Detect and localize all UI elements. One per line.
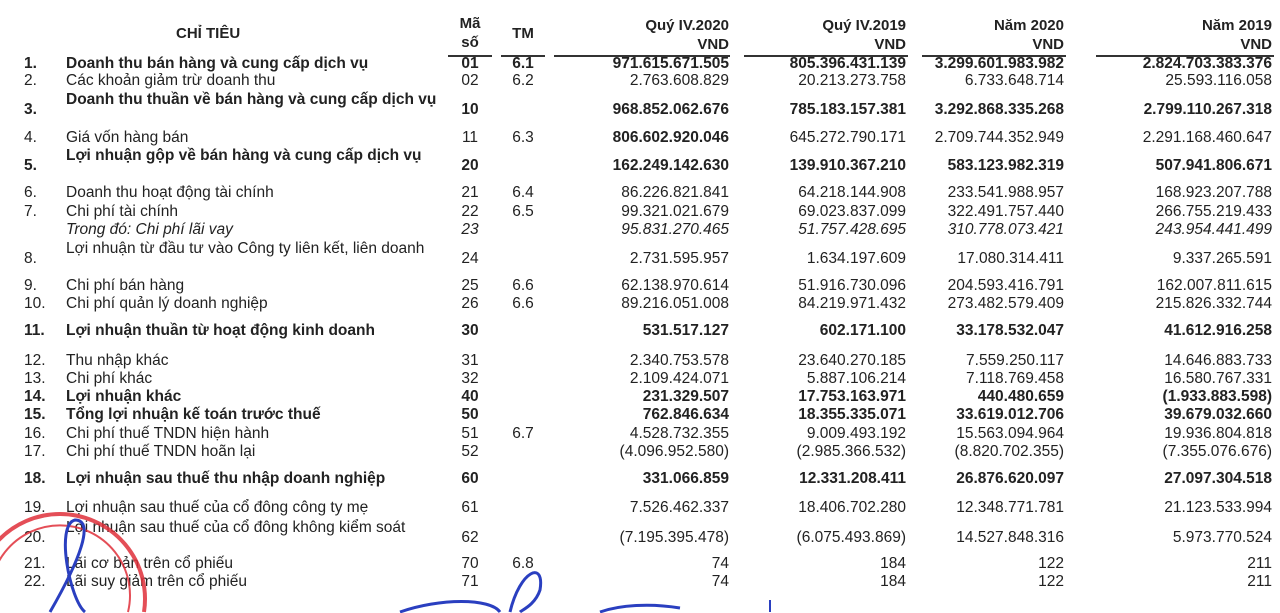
table-row [0,443,1280,460]
row-code: 24 [461,250,479,267]
value-2019: 16.580.767.331 [1164,370,1272,387]
value-q4-2020: 2.763.608.829 [629,72,729,89]
row-label: Giá vốn hàng bán [66,129,189,146]
row-label: Trong đó: Chi phí lãi vay [66,221,233,238]
value-2019: 243.954.441.499 [1155,221,1272,238]
table-row [0,184,1280,201]
table-row [0,499,1280,516]
table-row [0,203,1280,220]
value-2019: 25.593.116.058 [1165,72,1272,89]
row-code: 30 [461,322,479,339]
row-code: 31 [461,352,479,369]
value-2019: (7.355.076.676) [1162,443,1272,460]
row-code: 01 [461,55,479,72]
value-2019: 5.973.770.524 [1172,529,1272,546]
value-2019: 266.755.219.433 [1155,203,1272,220]
row-label: Các khoản giảm trừ doanh thu [66,72,276,89]
header-tm: TM [512,25,534,42]
table-row [0,352,1280,369]
row-code: 02 [461,72,479,89]
value-2020: 33.619.012.706 [956,406,1064,423]
row-number: 6. [24,184,37,201]
value-2019: 39.679.032.660 [1164,406,1272,423]
table-row [0,295,1280,312]
value-2020: 273.482.579.409 [947,295,1064,312]
row-code: 21 [461,184,479,201]
row-label: Chi phí quản lý doanh nghiệp [66,295,268,312]
row-code: 60 [461,470,479,487]
value-2019: 2.291.168.460.647 [1142,129,1272,146]
value-2019: 162.007.811.615 [1156,277,1272,294]
value-q4-2020: 231.329.507 [642,388,729,405]
row-label: Doanh thu hoạt động tài chính [66,184,274,201]
row-code: 51 [461,425,479,442]
row-number: 8. [24,250,37,267]
col-period: Năm 2019 [1201,17,1272,34]
row-number: 18. [24,470,46,487]
row-number: 7. [24,203,37,220]
value-q4-2020: 4.528.732.355 [629,425,729,442]
row-number: 3. [24,101,37,118]
row-note: 6.3 [512,129,534,146]
value-q4-2020: 971.615.671.505 [612,55,729,72]
table-row [0,72,1280,89]
value-q4-2020: 74 [711,555,729,572]
value-q4-2020: (7.195.395.478) [619,529,729,546]
value-2019: 507.941.806.671 [1155,157,1272,174]
value-2020: 12.348.771.781 [956,499,1064,516]
value-2020: (8.820.702.355) [954,443,1064,460]
row-number: 5. [24,157,37,174]
row-label: Chi phí tài chính [66,203,179,220]
row-label: Tổng lợi nhuận kế toán trước thuế [66,406,321,423]
row-code: 25 [461,277,479,294]
row-label: Doanh thu thuần về bán hàng và cung cấp dịch vụ [66,91,437,108]
value-2020: 7.559.250.117 [966,352,1064,369]
row-code: 71 [461,573,479,590]
value-2020: 15.563.094.964 [956,425,1064,442]
row-number: 17. [24,443,46,460]
value-2020: 440.480.659 [977,388,1064,405]
row-label: Chi phí khác [66,370,153,387]
header-col-2019 [1102,16,1272,54]
table-row [0,129,1280,146]
value-q4-2019: 1.634.197.609 [806,250,906,267]
value-2019: 14.646.883.733 [1164,352,1272,369]
value-q4-2019: (6.075.493.869) [796,529,906,546]
row-code: 10 [461,101,479,118]
value-2019: 2.824.703.383.376 [1142,55,1272,72]
header-col-q4-2019 [736,16,906,54]
value-q4-2019: 785.183.157.381 [789,101,906,118]
row-number: 9. [24,277,37,294]
col-period: Quý IV.2020 [645,17,729,34]
value-2019: 41.612.916.258 [1164,322,1272,339]
row-label: Lãi suy giảm trên cổ phiếu [66,573,247,590]
row-label: Chi phí bán hàng [66,277,185,294]
value-q4-2020: 95.831.270.465 [621,221,729,238]
value-2020: 233.541.988.957 [947,184,1064,201]
value-2020: 14.527.848.316 [956,529,1064,546]
value-q4-2019: 69.023.837.099 [798,203,906,220]
col-unit: VND [1032,36,1064,53]
row-note: 6.5 [512,203,534,220]
value-2019: 21.123.533.994 [1164,499,1272,516]
row-code: 62 [461,529,479,546]
value-2019: 19.936.804.818 [1164,425,1272,442]
table-row [0,388,1280,405]
row-label: Thu nhập khác [66,352,169,369]
row-note: 6.6 [512,277,534,294]
row-number: 14. [24,388,46,405]
value-2020: 322.491.757.440 [947,203,1064,220]
table-row [0,555,1280,572]
value-q4-2019: 64.218.144.908 [798,184,906,201]
value-2020: 122 [1038,573,1064,590]
value-2020: 2.709.744.352.949 [934,129,1064,146]
value-2019: 168.923.207.788 [1155,184,1272,201]
row-number: 13. [24,370,46,387]
value-2020: 26.876.620.097 [956,470,1064,487]
table-row [0,519,1280,555]
row-label: Lợi nhuận sau thuế của cổ đông không kiểm soát [66,519,406,536]
table-row [0,406,1280,423]
value-q4-2020: 89.216.051.008 [621,295,729,312]
row-label: Lợi nhuận khác [66,388,182,405]
table-row [0,277,1280,294]
value-q4-2019: 602.171.100 [819,322,906,339]
value-2019: 2.799.110.267.318 [1143,101,1272,118]
value-2020: 17.080.314.411 [957,250,1064,267]
value-q4-2019: (2.985.366.532) [796,443,906,460]
row-label: Chi phí thuế TNDN hoãn lại [66,443,256,460]
value-q4-2019: 5.887.106.214 [806,370,906,387]
value-q4-2019: 17.753.163.971 [798,388,906,405]
row-number: 1. [24,55,37,72]
header-ma-so [452,14,488,52]
value-q4-2020: 2.109.424.071 [629,370,729,387]
value-2019: 211 [1247,555,1272,572]
row-number: 16. [24,425,46,442]
row-note: 6.6 [512,295,534,312]
row-number: 21. [24,555,46,572]
value-2020: 7.118.769.458 [966,370,1064,387]
row-label: Chi phí thuế TNDN hiện hành [66,425,270,442]
value-q4-2020: 162.249.142.630 [612,157,729,174]
row-label: Lợi nhuận từ đầu tư vào Công ty liên kết, liên doanh [66,240,425,257]
row-number: 19. [24,499,46,516]
value-2019: 27.097.304.518 [1164,470,1272,487]
table-row [0,370,1280,387]
row-number: 12. [24,352,46,369]
row-label: Lợi nhuận sau thuế của cổ đông công ty mẹ [66,499,369,516]
value-2019: 9.337.265.591 [1172,250,1272,267]
row-number: 22. [24,573,46,590]
value-q4-2019: 51.916.730.096 [798,277,906,294]
table-row [0,55,1280,72]
row-label: Lợi nhuận thuần từ hoạt động kinh doanh [66,322,375,339]
row-number: 20. [24,529,46,546]
value-q4-2020: 2.340.753.578 [629,352,729,369]
col-unit: VND [1240,36,1272,53]
row-number: 2. [24,72,37,89]
value-q4-2019: 139.910.367.210 [789,157,906,174]
table-row [0,322,1280,339]
value-q4-2019: 645.272.790.171 [789,129,906,146]
row-note: 6.1 [512,55,534,72]
col-period: Năm 2020 [993,17,1064,34]
row-note: 6.8 [512,555,534,572]
row-code: 32 [461,370,479,387]
row-code: 22 [461,203,479,220]
row-number: 11. [24,322,45,339]
value-2019: (1.933.883.598) [1162,388,1272,405]
value-q4-2020: 2.731.595.957 [629,250,729,267]
header-col-q4-2020 [559,16,729,54]
header-ma-so-line1: Mã [459,15,481,32]
table-row [0,91,1280,127]
value-q4-2020: 762.846.634 [642,406,729,423]
value-q4-2020: 7.526.462.337 [629,499,729,516]
value-q4-2020: 86.226.821.841 [621,184,729,201]
value-2020: 204.593.416.791 [947,277,1064,294]
row-code: 70 [461,555,479,572]
value-q4-2020: 806.602.920.046 [612,129,729,146]
row-code: 26 [461,295,479,312]
value-2020: 33.178.532.047 [956,322,1064,339]
value-q4-2019: 20.213.273.758 [798,72,906,89]
value-q4-2020: (4.096.952.580) [619,443,729,460]
value-2019: 211 [1247,573,1272,590]
value-q4-2019: 184 [880,573,906,590]
row-code: 23 [461,221,479,238]
value-2020: 583.123.982.319 [947,157,1064,174]
value-q4-2019: 9.009.493.192 [806,425,906,442]
col-period: Quý IV.2019 [822,17,906,34]
table-row [0,221,1280,238]
value-q4-2020: 62.138.970.614 [621,277,729,294]
row-label: Lợi nhuận gộp về bán hàng và cung cấp dịch vụ [66,147,422,164]
row-label: Lãi cơ bản trên cổ phiếu [66,555,233,572]
value-q4-2019: 805.396.431.139 [789,55,906,72]
row-label: Lợi nhuận sau thuế thu nhập doanh nghiệp [66,470,386,487]
row-note: 6.7 [512,425,534,442]
row-note: 6.2 [512,72,534,89]
value-q4-2020: 531.517.127 [642,322,729,339]
value-q4-2020: 74 [711,573,729,590]
value-2020: 310.778.073.421 [947,221,1064,238]
value-2020: 3.299.601.983.982 [934,55,1064,72]
table-row [0,425,1280,442]
value-q4-2019: 84.219.971.432 [798,295,906,312]
row-code: 40 [461,388,479,405]
row-code: 61 [461,499,479,516]
value-q4-2019: 18.406.702.280 [798,499,906,516]
row-number: 10. [24,295,46,312]
value-2020: 6.733.648.714 [964,72,1064,89]
col-unit: VND [874,36,906,53]
value-q4-2019: 51.757.428.695 [798,221,906,238]
value-q4-2020: 99.321.021.679 [621,203,729,220]
row-label: Doanh thu bán hàng và cung cấp dịch vụ [66,55,369,72]
value-2020: 122 [1038,555,1064,572]
row-code: 50 [461,406,479,423]
header-chi-tieu: CHỈ TIÊU [176,25,241,42]
row-number: 4. [24,129,37,146]
row-code: 11 [461,129,479,146]
header-ma-so-line2: số [461,34,479,51]
value-q4-2019: 18.355.335.071 [798,406,906,423]
row-code: 20 [461,157,479,174]
table-row [0,573,1280,590]
col-unit: VND [697,36,729,53]
header-col-2020 [894,16,1064,54]
row-number: 15. [24,406,46,423]
value-2019: 215.826.332.744 [1155,295,1272,312]
value-q4-2020: 331.066.859 [642,470,729,487]
value-q4-2019: 184 [880,555,906,572]
table-row [0,147,1280,183]
value-q4-2019: 23.640.270.185 [798,352,906,369]
row-note: 6.4 [512,184,534,201]
table-row [0,470,1280,487]
row-code: 52 [461,443,479,460]
value-q4-2019: 12.331.208.411 [799,470,906,487]
table-row [0,240,1280,276]
value-2020: 3.292.868.335.268 [934,101,1064,118]
value-q4-2020: 968.852.062.676 [612,101,729,118]
